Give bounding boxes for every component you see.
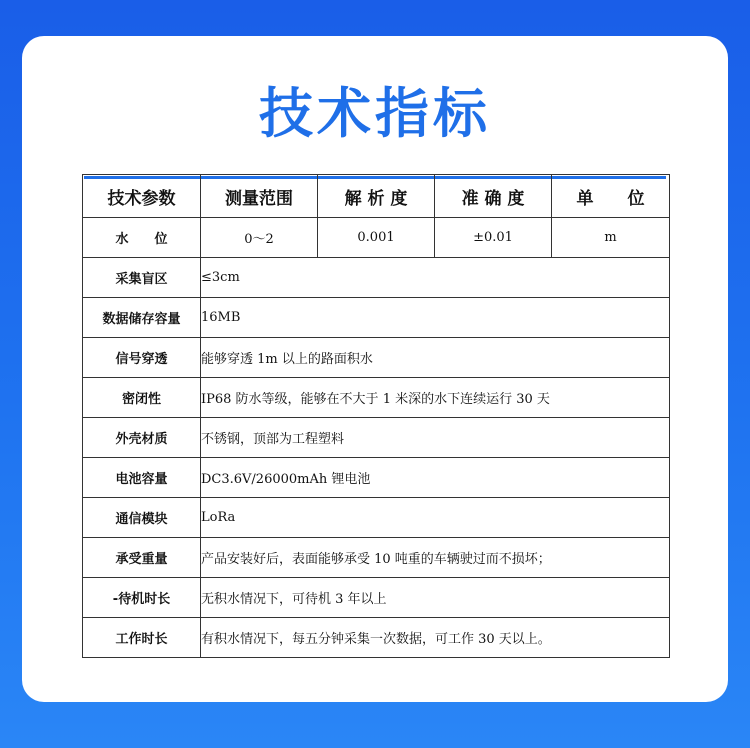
table-row <box>83 378 670 418</box>
table-row <box>83 418 670 458</box>
row-label: 承受重量 <box>83 538 201 578</box>
header-unit: 单 位 <box>552 175 670 218</box>
range-value: 0～2 <box>201 218 318 258</box>
table-row <box>83 298 670 338</box>
row-value: LoRa <box>201 498 670 538</box>
table-row-water-level <box>83 218 670 258</box>
row-value: ≤3cm <box>201 258 670 298</box>
row-label: -待机时长 <box>83 578 201 618</box>
row-value: 产品安装好后，表面能够承受 10 吨重的车辆驶过而不损坏； <box>201 538 670 578</box>
row-value: 16MB <box>201 298 670 338</box>
table-row <box>83 538 670 578</box>
row-label: 信号穿透 <box>83 338 201 378</box>
row-label: 外壳材质 <box>83 418 201 458</box>
row-label: 工作时长 <box>83 618 201 658</box>
row-value: IP68 防水等级，能够在不大于 1 米深的水下连续运行 30 天 <box>201 378 670 418</box>
table-header-row <box>83 175 670 218</box>
row-label: 密闭性 <box>83 378 201 418</box>
row-label: 水 位 <box>83 218 201 258</box>
row-value: 有积水情况下，每五分钟采集一次数据，可工作 30 天以上。 <box>201 618 670 658</box>
row-value: DC3.6V/26000mAh 锂电池 <box>201 458 670 498</box>
row-label: 采集盲区 <box>83 258 201 298</box>
row-value: 无积水情况下，可待机 3 年以上 <box>201 578 670 618</box>
table-row <box>83 578 670 618</box>
row-value: 不锈钢，顶部为工程塑料 <box>201 418 670 458</box>
table-row <box>83 458 670 498</box>
spec-table <box>82 174 670 658</box>
accuracy-value: ±0.01 <box>435 218 552 258</box>
row-label: 通信模块 <box>83 498 201 538</box>
unit-value: m <box>552 218 670 258</box>
spec-card <box>22 36 728 702</box>
header-accuracy: 准 确 度 <box>435 175 552 218</box>
table-row <box>83 498 670 538</box>
table-row <box>83 338 670 378</box>
header-range: 测量范围 <box>201 175 318 218</box>
table-row <box>83 258 670 298</box>
row-label: 电池容量 <box>83 458 201 498</box>
table-row <box>83 618 670 658</box>
header-param: 技术参数 <box>83 175 201 218</box>
row-value: 能够穿透 1m 以上的路面积水 <box>201 338 670 378</box>
header-resolution: 解 析 度 <box>318 175 435 218</box>
page-title: 技术指标 <box>259 82 491 145</box>
resolution-value: 0.001 <box>318 218 435 258</box>
row-label: 数据储存容量 <box>83 298 201 338</box>
